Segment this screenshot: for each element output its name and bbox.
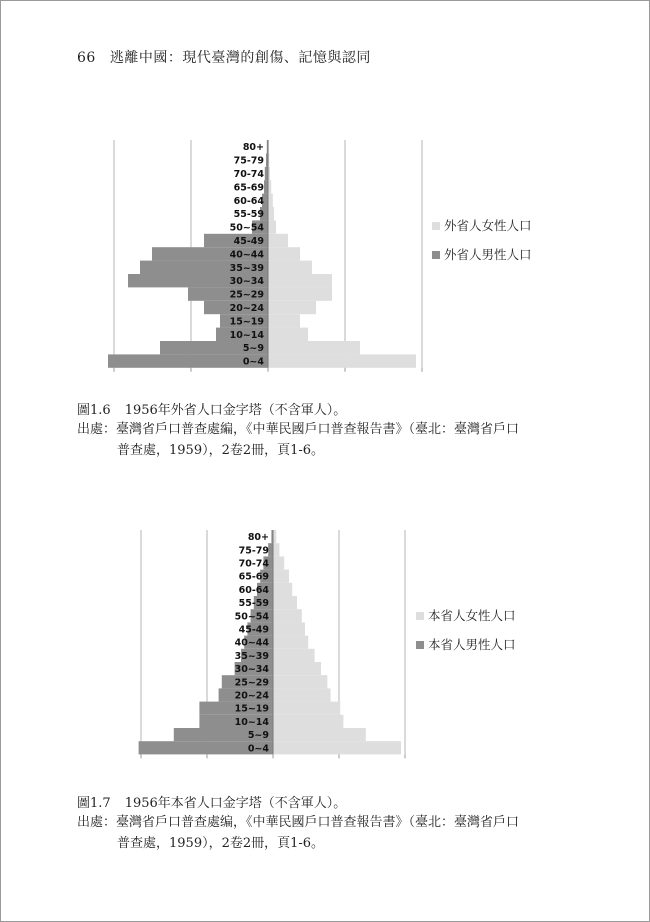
age-tick-label: 55-59 xyxy=(233,209,264,221)
age-tick-label: 80+ xyxy=(247,532,269,544)
age-tick-label: 40~44 xyxy=(229,249,264,261)
figure-caption-1 xyxy=(77,399,346,418)
source-label: 出處： xyxy=(77,815,117,830)
female-bar xyxy=(268,194,273,207)
female-bar xyxy=(273,596,297,609)
figure-number: 圖1.7 xyxy=(77,796,111,811)
age-tick-label: 10~14 xyxy=(229,329,264,341)
female-bar xyxy=(273,556,284,569)
figure-number: 圖1.6 xyxy=(77,403,111,418)
age-tick-label: 35~39 xyxy=(234,650,269,662)
female-bar xyxy=(273,715,343,728)
age-tick-label: 65-69 xyxy=(238,571,269,583)
legend-swatch xyxy=(432,251,440,259)
age-tick-label: 30~34 xyxy=(229,276,264,288)
population-pyramid-chart-2 xyxy=(0,520,650,765)
age-tick-label: 75-79 xyxy=(233,155,264,167)
female-bar xyxy=(268,220,276,233)
figure-source-1 xyxy=(77,419,577,461)
age-tick-label: 15~19 xyxy=(234,703,269,715)
age-tick-label: 40~44 xyxy=(234,637,269,649)
female-bar xyxy=(273,636,308,649)
page-number: 66 xyxy=(77,50,96,66)
female-bar xyxy=(268,341,360,354)
age-tick-label: 30~34 xyxy=(234,664,269,676)
running-head xyxy=(77,47,371,67)
age-tick-label: 0~4 xyxy=(247,743,269,755)
female-bar xyxy=(268,261,312,274)
age-tick-label: 70-74 xyxy=(233,169,264,180)
legend-swatch xyxy=(416,641,424,649)
age-tick-label: 45-49 xyxy=(238,624,269,636)
age-tick-label: 5~9 xyxy=(242,343,264,355)
legend-label: 外省人男性人口 xyxy=(444,247,532,262)
male-bar xyxy=(264,180,268,193)
female-bar xyxy=(273,688,331,701)
source-line-1: 臺灣省戶口普查處编，《中華民國戶口普查報告書》（臺北：臺灣省戶口 xyxy=(116,815,520,830)
female-bar xyxy=(268,287,332,300)
age-tick-label: 70-74 xyxy=(238,558,269,570)
female-bar xyxy=(273,583,292,596)
age-tick-label: 80+ xyxy=(242,142,264,154)
age-tick-label: 25~29 xyxy=(234,677,269,689)
female-bar xyxy=(268,207,274,220)
age-tick-label: 20~24 xyxy=(234,690,269,702)
figure-caption-text: 1956年外省人口金字塔（不含軍人）。 xyxy=(124,403,347,418)
female-bar xyxy=(268,234,288,247)
female-bar xyxy=(273,622,305,635)
female-bar xyxy=(268,354,416,367)
age-tick-label: 60-64 xyxy=(233,195,264,207)
age-tick-label: 50~54 xyxy=(229,222,264,234)
legend-label: 外省人女性人口 xyxy=(444,218,532,233)
age-tick-label: 60-64 xyxy=(238,584,269,596)
age-tick-label: 55-59 xyxy=(238,598,269,610)
female-bar xyxy=(273,649,315,662)
female-bar xyxy=(273,728,366,741)
legend-swatch xyxy=(416,612,424,620)
population-pyramid-chart-1 xyxy=(0,130,650,375)
female-bar xyxy=(273,609,302,622)
age-tick-label: 0~4 xyxy=(242,356,264,368)
age-tick-label: 20~24 xyxy=(229,303,264,314)
legend-label: 本省人男性人口 xyxy=(428,637,516,652)
female-bar xyxy=(273,702,340,715)
female-bar xyxy=(273,741,401,754)
figure-caption-2 xyxy=(77,792,346,811)
age-tick-label: 10~14 xyxy=(234,716,269,728)
female-bar xyxy=(268,314,300,327)
age-tick-label: 45-49 xyxy=(233,236,264,247)
book-title: 逃離中國：現代臺灣的創傷、記憶與認同 xyxy=(109,50,371,66)
age-tick-label: 25~29 xyxy=(229,289,264,301)
female-bar xyxy=(268,301,316,314)
source-label: 出處： xyxy=(77,422,117,437)
age-tick-label: 35~39 xyxy=(229,262,264,274)
age-tick-label: 50~54 xyxy=(234,611,269,623)
figure-source-2 xyxy=(77,812,577,854)
legend-label: 本省人女性人口 xyxy=(428,608,516,623)
female-bar xyxy=(268,328,308,341)
source-line-2: 普查處，1959），2卷2冊，頁1-6。 xyxy=(117,836,325,851)
female-bar xyxy=(268,274,332,287)
female-bar xyxy=(273,570,289,583)
legend-swatch xyxy=(432,222,440,230)
age-tick-label: 65-69 xyxy=(233,182,264,194)
source-line-2: 普查處，1959），2卷2冊，頁1-6。 xyxy=(117,443,325,458)
source-line-1: 臺灣省戶口普查處編，《中華民國戶口普查報告書》（臺北：臺灣省戶口 xyxy=(116,422,520,437)
figure-caption-text: 1956年本省人口金字塔（不含軍人）。 xyxy=(124,796,347,811)
age-tick-label: 5~9 xyxy=(247,730,269,742)
age-tick-label: 15~19 xyxy=(229,316,264,328)
female-bar xyxy=(268,247,300,260)
female-bar xyxy=(273,675,327,688)
age-tick-label: 75-79 xyxy=(238,545,269,557)
female-bar xyxy=(273,543,279,556)
female-bar xyxy=(273,662,321,675)
